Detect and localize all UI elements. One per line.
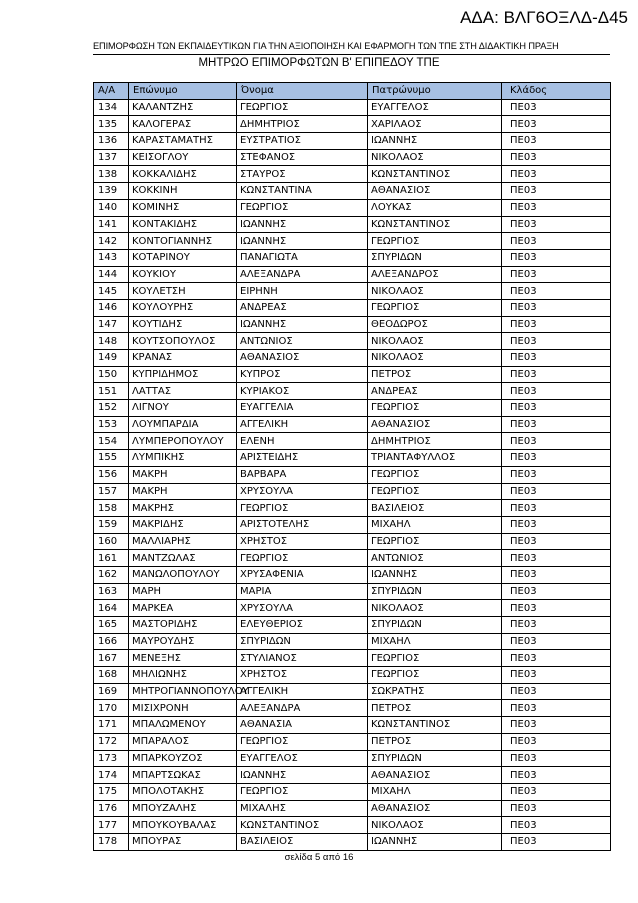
cell-surname: ΚΕΙΣΟΓΛΟΥ <box>129 149 237 166</box>
cell-branch: ΠΕ03 <box>502 166 611 183</box>
cell-aa: 165 <box>94 617 129 634</box>
cell-patronymic: ΙΩΑΝΝΗΣ <box>368 833 502 850</box>
cell-aa: 149 <box>94 350 129 367</box>
cell-surname: ΜΑΚΡΙΔΗΣ <box>129 516 237 533</box>
trainers-table <box>93 82 611 851</box>
table-row <box>94 249 611 266</box>
cell-surname: ΜΑΡΗ <box>129 583 237 600</box>
cell-surname: ΚΟΥΛΕΤΣΗ <box>129 283 237 300</box>
cell-aa: 145 <box>94 283 129 300</box>
cell-patronymic: ΑΝΤΩΝΙΟΣ <box>368 550 502 567</box>
cell-aa: 164 <box>94 600 129 617</box>
cell-name: ΙΩΑΝΝΗΣ <box>237 216 368 233</box>
cell-patronymic: ΓΕΩΡΓΙΟΣ <box>368 483 502 500</box>
cell-aa: 155 <box>94 450 129 467</box>
cell-patronymic: ΧΑΡΙΛΑΟΣ <box>368 116 502 133</box>
page-number: σελίδα 5 από 16 <box>284 852 354 863</box>
ada-code: ΑΔΑ: ΒΛΓ6ΟΞΛΔ-Δ45 <box>460 8 628 27</box>
cell-name: ΕΥΑΓΓΕΛΟΣ <box>237 750 368 767</box>
cell-patronymic: ΝΙΚΟΛΑΟΣ <box>368 350 502 367</box>
table-row <box>94 383 611 400</box>
cell-surname: ΚΥΠΡΙΔΗΜΟΣ <box>129 366 237 383</box>
table-row <box>94 166 611 183</box>
cell-patronymic: ΓΕΩΡΓΙΟΣ <box>368 533 502 550</box>
cell-name: ΑΝΔΡΕΑΣ <box>237 299 368 316</box>
cell-name: ΒΑΡΒΑΡΑ <box>237 466 368 483</box>
cell-aa: 140 <box>94 199 129 216</box>
cell-aa: 171 <box>94 717 129 734</box>
table-row <box>94 283 611 300</box>
cell-aa: 172 <box>94 733 129 750</box>
cell-patronymic: ΝΙΚΟΛΑΟΣ <box>368 600 502 617</box>
table-row <box>94 783 611 800</box>
cell-patronymic: ΓΕΩΡΓΙΟΣ <box>368 233 502 250</box>
cell-aa: 170 <box>94 700 129 717</box>
cell-surname: ΚΟΚΚΑΛΙΔΗΣ <box>129 166 237 183</box>
cell-surname: ΜΠΟΥΖΑΛΗΣ <box>129 800 237 817</box>
table-row <box>94 817 611 834</box>
cell-name: ΚΥΠΡΟΣ <box>237 366 368 383</box>
table-row <box>94 416 611 433</box>
table-row <box>94 366 611 383</box>
cell-aa: 139 <box>94 183 129 200</box>
cell-branch: ΠΕ03 <box>502 450 611 467</box>
cell-patronymic: ΣΩΚΡΑΤΗΣ <box>368 683 502 700</box>
cell-name: ΕΛΕΥΘΕΡΙΟΣ <box>237 617 368 634</box>
table-row <box>94 650 611 667</box>
cell-name: ΣΤΥΛΙΑΝΟΣ <box>237 650 368 667</box>
cell-patronymic: ΑΘΑΝΑΣΙΟΣ <box>368 416 502 433</box>
cell-name: ΑΘΑΝΑΣΙΟΣ <box>237 350 368 367</box>
cell-name: ΓΕΩΡΓΙΟΣ <box>237 99 368 116</box>
table-row <box>94 483 611 500</box>
cell-branch: ΠΕ03 <box>502 767 611 784</box>
cell-name: ΙΩΑΝΝΗΣ <box>237 767 368 784</box>
table-row <box>94 266 611 283</box>
cell-surname: ΜΠΟΛΟΤΑΚΗΣ <box>129 783 237 800</box>
column-header-branch: Κλάδος <box>502 83 611 100</box>
cell-surname: ΜΕΝΕΞΗΣ <box>129 650 237 667</box>
cell-aa: 138 <box>94 166 129 183</box>
cell-branch: ΠΕ03 <box>502 817 611 834</box>
cell-patronymic: ΝΙΚΟΛΑΟΣ <box>368 817 502 834</box>
cell-surname: ΜΠΑΛΩΜΕΝΟΥ <box>129 717 237 734</box>
cell-name: ΑΓΓΕΛΙΚΗ <box>237 416 368 433</box>
cell-branch: ΠΕ03 <box>502 366 611 383</box>
table-row <box>94 683 611 700</box>
cell-name: ΕΛΕΝΗ <box>237 433 368 450</box>
cell-branch: ΠΕ03 <box>502 266 611 283</box>
cell-aa: 144 <box>94 266 129 283</box>
cell-branch: ΠΕ03 <box>502 216 611 233</box>
cell-patronymic: ΚΩΝΣΤΑΝΤΙΝΟΣ <box>368 166 502 183</box>
table-row <box>94 450 611 467</box>
cell-name: ΧΡΥΣΑΦΕΝΙΑ <box>237 566 368 583</box>
cell-name: ΓΕΩΡΓΙΟΣ <box>237 199 368 216</box>
cell-aa: 166 <box>94 633 129 650</box>
cell-branch: ΠΕ03 <box>502 283 611 300</box>
cell-patronymic: ΜΙΧΑΗΛ <box>368 783 502 800</box>
cell-branch: ΠΕ03 <box>502 233 611 250</box>
cell-branch: ΠΕ03 <box>502 566 611 583</box>
cell-branch: ΠΕ03 <box>502 149 611 166</box>
cell-surname: ΜΑΚΡΗ <box>129 483 237 500</box>
cell-branch: ΠΕ03 <box>502 333 611 350</box>
cell-aa: 150 <box>94 366 129 383</box>
cell-surname: ΛΙΓΝΟΥ <box>129 400 237 417</box>
cell-aa: 159 <box>94 516 129 533</box>
cell-name: ΜΙΧΑΛΗΣ <box>237 800 368 817</box>
cell-name: ΓΕΩΡΓΙΟΣ <box>237 783 368 800</box>
cell-aa: 146 <box>94 299 129 316</box>
cell-name: ΜΑΡΙΑ <box>237 583 368 600</box>
cell-surname: ΜΠΑΡΑΛΟΣ <box>129 733 237 750</box>
cell-patronymic: ΙΩΑΝΝΗΣ <box>368 133 502 150</box>
cell-branch: ΠΕ03 <box>502 700 611 717</box>
cell-aa: 153 <box>94 416 129 433</box>
cell-patronymic: ΝΙΚΟΛΑΟΣ <box>368 333 502 350</box>
table-row <box>94 116 611 133</box>
cell-patronymic: ΑΘΑΝΑΣΙΟΣ <box>368 183 502 200</box>
cell-name: ΠΑΝΑΓΙΩΤΑ <box>237 249 368 266</box>
cell-patronymic: ΔΗΜΗΤΡΙΟΣ <box>368 433 502 450</box>
cell-surname: ΜΑΚΡΗΣ <box>129 500 237 517</box>
cell-name: ΧΡΥΣΟΥΛΑ <box>237 600 368 617</box>
cell-branch: ΠΕ03 <box>502 800 611 817</box>
cell-name: ΑΓΓΕΛΙΚΗ <box>237 683 368 700</box>
cell-name: ΣΤΕΦΑΝΟΣ <box>237 149 368 166</box>
cell-branch: ΠΕ03 <box>502 400 611 417</box>
cell-patronymic: ΘΕΟΔΩΡΟΣ <box>368 316 502 333</box>
cell-name: ΣΠΥΡΙΔΩΝ <box>237 633 368 650</box>
table-row <box>94 99 611 116</box>
table-row <box>94 333 611 350</box>
cell-branch: ΠΕ03 <box>502 199 611 216</box>
cell-branch: ΠΕ03 <box>502 667 611 684</box>
table-row <box>94 400 611 417</box>
cell-branch: ΠΕ03 <box>502 350 611 367</box>
cell-name: ΙΩΑΝΝΗΣ <box>237 316 368 333</box>
cell-surname: ΚΡΑΝΑΣ <box>129 350 237 367</box>
cell-branch: ΠΕ03 <box>502 299 611 316</box>
cell-patronymic: ΒΑΣΙΛΕΙΟΣ <box>368 500 502 517</box>
cell-patronymic: ΑΘΑΝΑΣΙΟΣ <box>368 800 502 817</box>
cell-aa: 152 <box>94 400 129 417</box>
table-row <box>94 566 611 583</box>
cell-patronymic: ΙΩΑΝΝΗΣ <box>368 566 502 583</box>
cell-aa: 173 <box>94 750 129 767</box>
cell-patronymic: ΣΠΥΡΙΔΩΝ <box>368 617 502 634</box>
cell-patronymic: ΤΡΙΑΝΤΑΦΥΛΛΟΣ <box>368 450 502 467</box>
cell-surname: ΜΑΡΚΕΑ <box>129 600 237 617</box>
cell-surname: ΚΑΡΑΣΤΑΜΑΤΗΣ <box>129 133 237 150</box>
cell-branch: ΠΕ03 <box>502 249 611 266</box>
cell-branch: ΠΕ03 <box>502 833 611 850</box>
cell-branch: ΠΕ03 <box>502 583 611 600</box>
cell-aa: 158 <box>94 500 129 517</box>
cell-branch: ΠΕ03 <box>502 600 611 617</box>
cell-branch: ΠΕ03 <box>502 550 611 567</box>
column-header-name: Όνομα <box>237 83 368 100</box>
cell-aa: 161 <box>94 550 129 567</box>
cell-name: ΒΑΣΙΛΕΙΟΣ <box>237 833 368 850</box>
cell-patronymic: ΑΛΕΞΑΝΔΡΟΣ <box>368 266 502 283</box>
cell-aa: 162 <box>94 566 129 583</box>
cell-branch: ΠΕ03 <box>502 733 611 750</box>
cell-surname: ΛΟΥΜΠΑΡΔΙΑ <box>129 416 237 433</box>
cell-patronymic: ΓΕΩΡΓΙΟΣ <box>368 400 502 417</box>
header-divider <box>93 54 610 55</box>
cell-name: ΑΛΕΞΑΝΔΡΑ <box>237 700 368 717</box>
table-row <box>94 633 611 650</box>
cell-surname: ΚΑΛΑΝΤΖΗΣ <box>129 99 237 116</box>
cell-name: ΓΕΩΡΓΙΟΣ <box>237 550 368 567</box>
cell-aa: 175 <box>94 783 129 800</box>
cell-surname: ΚΟΜΙΝΗΣ <box>129 199 237 216</box>
cell-patronymic: ΠΕΤΡΟΣ <box>368 733 502 750</box>
cell-name: ΑΝΤΩΝΙΟΣ <box>237 333 368 350</box>
cell-patronymic: ΣΠΥΡΙΔΩΝ <box>368 249 502 266</box>
cell-aa: 178 <box>94 833 129 850</box>
cell-name: ΑΘΑΝΑΣΙΑ <box>237 717 368 734</box>
cell-surname: ΜΙΣΙΧΡΟΝΗ <box>129 700 237 717</box>
table-row <box>94 216 611 233</box>
table-row <box>94 350 611 367</box>
table-row <box>94 299 611 316</box>
cell-name: ΑΡΙΣΤΟΤΕΛΗΣ <box>237 516 368 533</box>
table-row <box>94 516 611 533</box>
cell-aa: 154 <box>94 433 129 450</box>
cell-name: ΑΛΕΞΑΝΔΡΑ <box>237 266 368 283</box>
cell-patronymic: ΝΙΚΟΛΑΟΣ <box>368 149 502 166</box>
table-row <box>94 600 611 617</box>
cell-surname: ΜΗΛΙΩΝΗΣ <box>129 667 237 684</box>
table-row <box>94 183 611 200</box>
cell-aa: 156 <box>94 466 129 483</box>
cell-name: ΕΥΣΤΡΑΤΙΟΣ <box>237 133 368 150</box>
cell-surname: ΜΑΛΛΙΑΡΗΣ <box>129 533 237 550</box>
cell-aa: 142 <box>94 233 129 250</box>
table-row <box>94 617 611 634</box>
cell-name: ΙΩΑΝΝΗΣ <box>237 233 368 250</box>
cell-aa: 176 <box>94 800 129 817</box>
cell-surname: ΜΠΟΥΚΟΥΒΑΛΑΣ <box>129 817 237 834</box>
cell-name: ΧΡΗΣΤΟΣ <box>237 533 368 550</box>
cell-aa: 143 <box>94 249 129 266</box>
cell-surname: ΜΑΣΤΟΡΙΔΗΣ <box>129 617 237 634</box>
table-row <box>94 717 611 734</box>
cell-surname: ΜΑΥΡΟΥΔΗΣ <box>129 633 237 650</box>
cell-patronymic: ΜΙΧΑΗΛ <box>368 516 502 533</box>
cell-aa: 174 <box>94 767 129 784</box>
cell-patronymic: ΕΥΑΓΓΕΛΟΣ <box>368 99 502 116</box>
cell-name: ΑΡΙΣΤΕΙΔΗΣ <box>237 450 368 467</box>
cell-aa: 157 <box>94 483 129 500</box>
cell-aa: 141 <box>94 216 129 233</box>
cell-surname: ΜΗΤΡΟΓΙΑΝΝΟΠΟΥΛΟΥ <box>129 683 237 700</box>
cell-surname: ΚΟΚΚΙΝΗ <box>129 183 237 200</box>
cell-surname: ΚΟΤΑΡΙΝΟΥ <box>129 249 237 266</box>
cell-branch: ΠΕ03 <box>502 500 611 517</box>
cell-aa: 169 <box>94 683 129 700</box>
cell-aa: 135 <box>94 116 129 133</box>
cell-branch: ΠΕ03 <box>502 617 611 634</box>
cell-aa: 136 <box>94 133 129 150</box>
column-header-surname: Επώνυμο <box>129 83 237 100</box>
page-title: ΜΗΤΡΩΟ ΕΠΙΜΟΡΦΩΤΩΝ Β' ΕΠΙΠΕΔΟΥ ΤΠΕ <box>198 57 440 69</box>
column-header-patronymic: Πατρώνυμο <box>368 83 502 100</box>
cell-surname: ΚΟΥΤΙΔΗΣ <box>129 316 237 333</box>
cell-patronymic: ΠΕΤΡΟΣ <box>368 700 502 717</box>
cell-aa: 167 <box>94 650 129 667</box>
table-row <box>94 833 611 850</box>
cell-name: ΕΥΑΓΓΕΛΙΑ <box>237 400 368 417</box>
cell-surname: ΜΑΝΤΖΩΛΑΣ <box>129 550 237 567</box>
cell-surname: ΚΑΛΟΓΕΡΑΣ <box>129 116 237 133</box>
cell-surname: ΛΑΤΤΑΣ <box>129 383 237 400</box>
cell-branch: ΠΕ03 <box>502 116 611 133</box>
cell-name: ΔΗΜΗΤΡΙΟΣ <box>237 116 368 133</box>
cell-surname: ΚΟΥΤΣΟΠΟΥΛΟΣ <box>129 333 237 350</box>
table-row <box>94 133 611 150</box>
cell-name: ΣΤΑΥΡΟΣ <box>237 166 368 183</box>
table-row <box>94 700 611 717</box>
table-row <box>94 583 611 600</box>
cell-aa: 151 <box>94 383 129 400</box>
cell-patronymic: ΛΟΥΚΑΣ <box>368 199 502 216</box>
cell-branch: ΠΕ03 <box>502 533 611 550</box>
table-body <box>94 99 611 850</box>
cell-branch: ΠΕ03 <box>502 183 611 200</box>
cell-name: ΧΡΗΣΤΟΣ <box>237 667 368 684</box>
cell-patronymic: ΠΕΤΡΟΣ <box>368 366 502 383</box>
cell-branch: ΠΕ03 <box>502 717 611 734</box>
cell-name: ΚΩΝΣΤΑΝΤΙΝΑ <box>237 183 368 200</box>
table-row <box>94 233 611 250</box>
column-header-aa: Α/Α <box>94 83 129 100</box>
cell-surname: ΜΑΝΩΛΟΠΟΥΛΟΥ <box>129 566 237 583</box>
cell-aa: 147 <box>94 316 129 333</box>
table-row <box>94 199 611 216</box>
cell-branch: ΠΕ03 <box>502 99 611 116</box>
cell-patronymic: ΑΝΔΡΕΑΣ <box>368 383 502 400</box>
table-row <box>94 149 611 166</box>
cell-name: ΧΡΥΣΟΥΛΑ <box>237 483 368 500</box>
cell-patronymic: ΜΙΧΑΗΛ <box>368 633 502 650</box>
cell-surname: ΜΑΚΡΗ <box>129 466 237 483</box>
cell-surname: ΛΥΜΠΙΚΗΣ <box>129 450 237 467</box>
cell-surname: ΜΠΟΥΡΑΣ <box>129 833 237 850</box>
cell-aa: 137 <box>94 149 129 166</box>
table-row <box>94 733 611 750</box>
cell-name: ΓΕΩΡΓΙΟΣ <box>237 500 368 517</box>
cell-aa: 134 <box>94 99 129 116</box>
cell-branch: ΠΕ03 <box>502 466 611 483</box>
cell-name: ΚΩΝΣΤΑΝΤΙΝΟΣ <box>237 817 368 834</box>
cell-surname: ΜΠΑΡΚΟΥΖΟΣ <box>129 750 237 767</box>
cell-branch: ΠΕ03 <box>502 316 611 333</box>
cell-name: ΚΥΡΙΑΚΟΣ <box>237 383 368 400</box>
cell-patronymic: ΝΙΚΟΛΑΟΣ <box>368 283 502 300</box>
cell-name: ΕΙΡΗΝΗ <box>237 283 368 300</box>
table-header-row <box>94 83 611 100</box>
cell-aa: 177 <box>94 817 129 834</box>
table-row <box>94 550 611 567</box>
table-row <box>94 433 611 450</box>
table-row <box>94 466 611 483</box>
cell-aa: 160 <box>94 533 129 550</box>
cell-aa: 163 <box>94 583 129 600</box>
table-row <box>94 667 611 684</box>
cell-patronymic: ΚΩΝΣΤΑΝΤΙΝΟΣ <box>368 717 502 734</box>
cell-branch: ΠΕ03 <box>502 433 611 450</box>
cell-patronymic: ΓΕΩΡΓΙΟΣ <box>368 667 502 684</box>
cell-patronymic: ΓΕΩΡΓΙΟΣ <box>368 466 502 483</box>
table-row <box>94 750 611 767</box>
table-row <box>94 316 611 333</box>
cell-surname: ΚΟΥΛΟΥΡΗΣ <box>129 299 237 316</box>
table-row <box>94 767 611 784</box>
cell-surname: ΛΥΜΠΕΡΟΠΟΥΛΟΥ <box>129 433 237 450</box>
cell-branch: ΠΕ03 <box>502 516 611 533</box>
cell-surname: ΚΟΝΤΟΓΙΑΝΝΗΣ <box>129 233 237 250</box>
cell-branch: ΠΕ03 <box>502 750 611 767</box>
cell-patronymic: ΣΠΥΡΙΔΩΝ <box>368 583 502 600</box>
cell-surname: ΜΠΑΡΤΣΩΚΑΣ <box>129 767 237 784</box>
cell-patronymic: ΑΘΑΝΑΣΙΟΣ <box>368 767 502 784</box>
cell-surname: ΚΟΝΤΑΚΙΔΗΣ <box>129 216 237 233</box>
cell-patronymic: ΓΕΩΡΓΙΟΣ <box>368 650 502 667</box>
cell-patronymic: ΓΕΩΡΓΙΟΣ <box>368 299 502 316</box>
cell-patronymic: ΚΩΝΣΤΑΝΤΙΝΟΣ <box>368 216 502 233</box>
cell-patronymic: ΣΠΥΡΙΔΩΝ <box>368 750 502 767</box>
table-row <box>94 500 611 517</box>
cell-surname: ΚΟΥΚΙΟΥ <box>129 266 237 283</box>
table-row <box>94 800 611 817</box>
cell-aa: 168 <box>94 667 129 684</box>
cell-branch: ΠΕ03 <box>502 416 611 433</box>
cell-branch: ΠΕ03 <box>502 783 611 800</box>
table-row <box>94 533 611 550</box>
cell-branch: ΠΕ03 <box>502 650 611 667</box>
cell-branch: ΠΕ03 <box>502 483 611 500</box>
cell-branch: ΠΕ03 <box>502 633 611 650</box>
cell-aa: 148 <box>94 333 129 350</box>
cell-branch: ΠΕ03 <box>502 133 611 150</box>
cell-branch: ΠΕ03 <box>502 683 611 700</box>
cell-name: ΓΕΩΡΓΙΟΣ <box>237 733 368 750</box>
cell-branch: ΠΕ03 <box>502 383 611 400</box>
document-header: ΕΠΙΜΟΡΦΩΣΗ ΤΩΝ ΕΚΠΑΙΔΕΥΤΙΚΩΝ ΓΙΑ ΤΗΝ ΑΞΙΟΠΟΙΗΣΗ ΚΑΙ ΕΦΑΡΜΟΓΗ ΤΩΝ ΤΠΕ ΣΤΗ ΔΙΔΑΚΤΙΚΗ ΠΡΑΞΗ <box>93 41 559 51</box>
